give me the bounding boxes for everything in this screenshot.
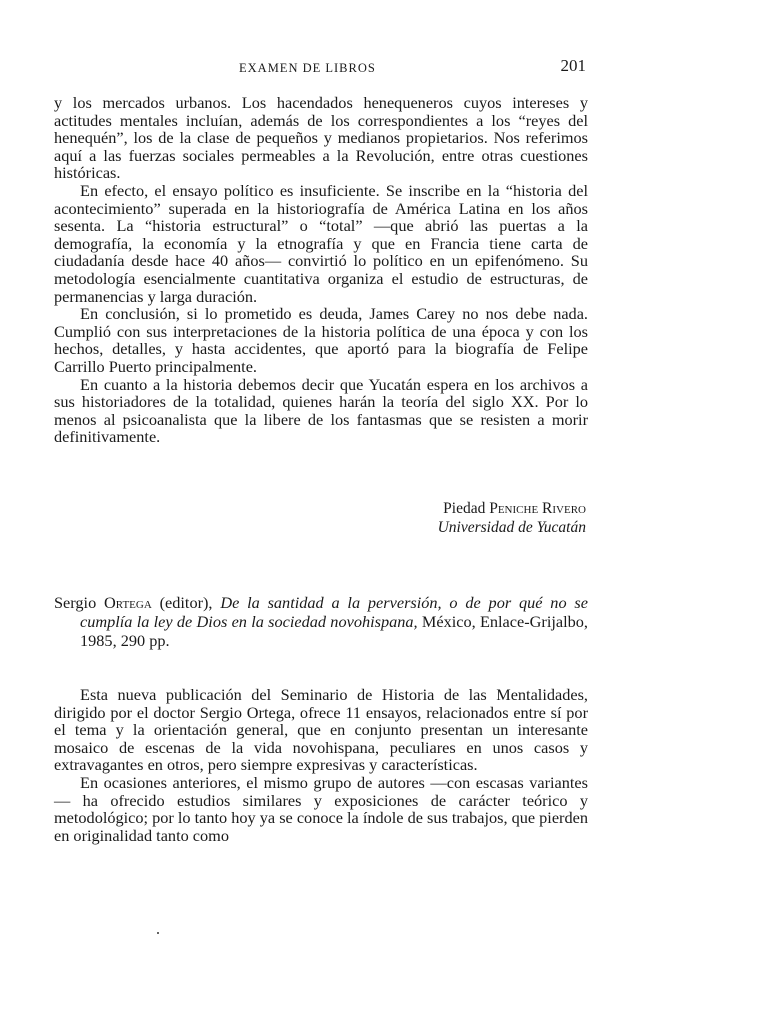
review-1-paragraph-3: En conclusión, si lo prometido es deuda, James Carey no nos debe nada. Cumplió con sus interpretaciones de la historia política de una época y con los hechos, detalles, y hasta accidentes, que aportó para la biografía de Felipe Carrillo Puerto principalmente. (54, 304, 588, 376)
review-1-paragraph-4: En cuanto a la historia debemos decir que Yucatán espera en los archivos a sus historiadores de la totalidad, quienes harán la teoría del siglo XX. Por lo menos al psicoanalista que la libere de los fantasmas que se resisten a morir definitivamente. (54, 374, 588, 447)
review-2-paragraph-1: Esta nueva publicación del Seminario de Historia de las Mentalidades, dirigido por el doctor Sergio Ortega, ofrece 11 ensayos, relacionados entre sí por el tema y la orientación general, que en conjunto presentan un interesante mosaico de escenas de la vida novohispana, peculiares en unos casos y extravagantes en otros, pero siempre expresivas y características. (54, 685, 588, 775)
citation-text (54, 593, 588, 650)
citation-publication: México, Enlace-Grijalbo, 1985, 290 pp. (80, 612, 588, 650)
citation-author-first: Sergio (54, 593, 97, 612)
review-1-paragraph-1: y los mercados urbanos. Los hacendados henequeneros cuyos intereses y actitudes mentales incluían, además de los correspondientes a los “reyes del henequén”, los de la clase de pequeños y medianos propietarios. Nos referimos aquí a las fuerzas sociales permeables a la Revolución, entre otras cuestiones históricas. (54, 93, 588, 183)
book-citation (54, 593, 588, 650)
page-number: 201 (560, 56, 586, 75)
citation-role: (editor), (159, 593, 213, 612)
citation-title: De la santidad a la perversión, o de por qué no se cumplía la ley de Dios en la sociedad novohispana, (80, 593, 588, 631)
reviewer-signature (300, 499, 586, 537)
reviewer-affiliation: Universidad de Yucatán (437, 519, 586, 536)
page-header (54, 56, 586, 80)
review-1-body (54, 94, 588, 446)
review-2-body (54, 686, 588, 844)
reviewer-name (300, 499, 586, 518)
reviewer-first-name: Piedad (443, 500, 486, 517)
reviewer-last-name: Peniche Rivero (489, 500, 586, 517)
review-2-paragraph-2: En ocasiones anteriores, el mismo grupo de autores —con escasas variantes— ha ofrecido estudios similares y exposiciones de carácter teórico y metodológico; por lo tanto hoy ya se conoce la índole de sus trabajos, que pierden en originalidad tanto como (54, 772, 588, 845)
review-1-paragraph-2: En efecto, el ensayo político es insuficiente. Se inscribe en la “historia del acontecimiento” superada en la historiografía de América Latina en los años sesenta. La “historia estructural” o “total” —que abrió las puertas a la demografía, la economía y la etnografía y que en Francia tiene carta de ciudadanía desde hace 40 años— convirtió lo político en un epifenómeno. Su metodología esencialmente cuantitativa organiza el estudio de estructuras, de permanencias y larga duración. (54, 180, 588, 306)
running-head: EXAMEN DE LIBROS (239, 61, 376, 75)
page-speck (157, 932, 159, 934)
citation-author-last: Ortega (104, 593, 152, 612)
